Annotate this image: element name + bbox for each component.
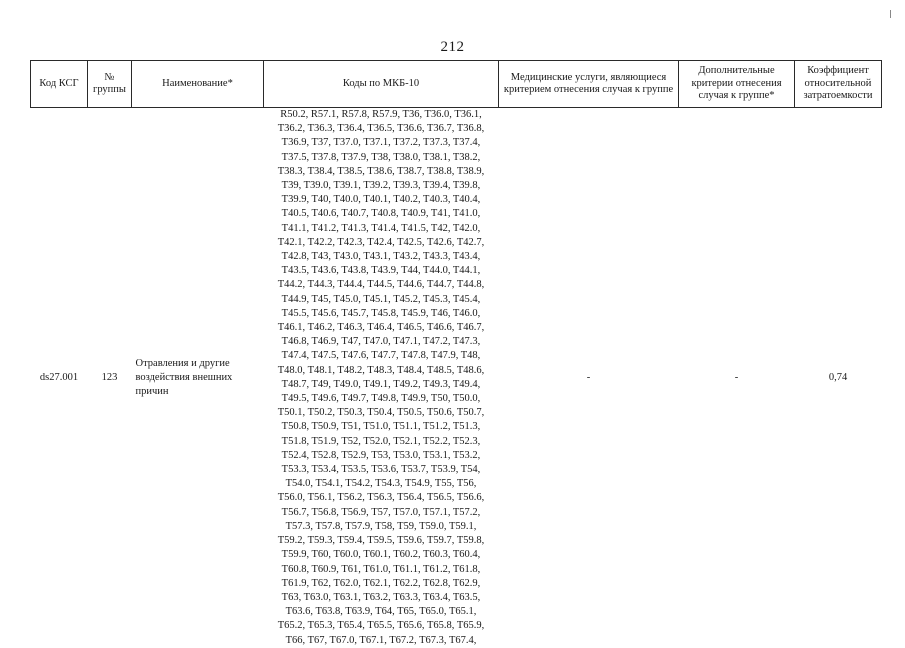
icd-code-line: T38.3, T38.4, T38.5, T38.6, T38.7, T38.8, T38.9, xyxy=(277,165,485,177)
icd-code-line: T42.8, T43, T43.0, T43.1, T43.2, T43.3, T43.4, xyxy=(281,251,481,263)
header-group-number: № группы xyxy=(88,61,132,108)
icd-code-line: T48.7, T49, T49.0, T49.1, T49.2, T49.3, T49.4, xyxy=(281,378,481,390)
icd-code-line: T65.2, T65.3, T65.4, T65.5, T65.6, T65.8, T65.9, xyxy=(277,620,485,632)
icd-code-line: T41.1, T41.2, T41.3, T41.4, T41.5, T42, T42.0, xyxy=(281,222,481,234)
icd-code-line: T49.5, T49.6, T49.7, T49.8, T49.9, T50, T50.0, xyxy=(281,393,481,405)
icd-code-line: T44.9, T45, T45.0, T45.1, T45.2, T45.3, T45.4, xyxy=(281,293,481,305)
header-additional-criteria: Дополнительные критерии отнесения случая к группе* xyxy=(679,61,795,108)
icd-code-line: T59.2, T59.3, T59.4, T59.5, T59.6, T59.7, T59.8, xyxy=(277,535,485,547)
icd-code-line: T63.6, T63.8, T63.9, T64, T65, T65.0, T65.1, xyxy=(285,606,477,618)
icd-code-line: T39.9, T40, T40.0, T40.1, T40.2, T40.3, T40.4, xyxy=(281,194,481,206)
cell-medical-services: - xyxy=(586,371,591,383)
cell-name: Отравления и другие воздействия внешних причин xyxy=(135,357,233,397)
cell-icd-codes xyxy=(264,108,499,648)
icd-code-line: T66, T67, T67.0, T67.1, T67.2, T67.3, T67.4, xyxy=(285,634,477,646)
icd-code-line: T54.0, T54.1, T54.2, T54.3, T54.9, T55, T56, xyxy=(285,478,477,490)
header-icd-codes: Коды по МКБ-10 xyxy=(264,61,499,108)
icd-code-line: T61.9, T62, T62.0, T62.1, T62.2, T62.8, T62.9, xyxy=(281,577,481,589)
icd-code-line: T59.9, T60, T60.0, T60.1, T60.2, T60.3, T60.4, xyxy=(281,549,481,561)
header-ksg-code: Код КСГ xyxy=(31,61,88,108)
page-number: 212 xyxy=(440,39,465,55)
cell-group-number: 123 xyxy=(101,371,118,383)
cell-cost-coefficient: 0,74 xyxy=(828,371,848,383)
icd-code-line: T50.1, T50.2, T50.3, T50.4, T50.5, T50.6, T50.7, xyxy=(277,407,485,419)
icd-code-line: T48.0, T48.1, T48.2, T48.3, T48.4, T48.5, T48.6, xyxy=(277,364,485,376)
icd-code-line: T46.8, T46.9, T47, T47.0, T47.1, T47.2, T47.3, xyxy=(281,336,481,348)
icd-code-line: T50.8, T50.9, T51, T51.0, T51.1, T51.2, T51.3, xyxy=(281,421,481,433)
icd-code-line: T52.4, T52.8, T52.9, T53, T53.0, T53.1, T53.2, xyxy=(281,449,481,461)
ksg-table xyxy=(30,60,882,648)
icd-code-line: T37.5, T37.8, T37.9, T38, T38.0, T38.1, T38.2, xyxy=(281,151,481,163)
table-row xyxy=(31,108,882,648)
header-cost-coefficient: Коэффициент относительной затратоемкости xyxy=(795,61,882,108)
cell-ksg-code: ds27.001 xyxy=(39,371,79,383)
icd-code-line: T44.2, T44.3, T44.4, T44.5, T44.6, T44.7, T44.8, xyxy=(277,279,485,291)
icd-code-line: T40.5, T40.6, T40.7, T40.8, T40.9, T41, T41.0, xyxy=(281,208,481,220)
icd-code-line: T63, T63.0, T63.1, T63.2, T63.3, T63.4, T63.5, xyxy=(281,591,481,603)
icd-code-line: T47.4, T47.5, T47.6, T47.7, T47.8, T47.9, T48, xyxy=(281,350,481,362)
header-medical-services: Медицинские услуги, являющиеся критерием отнесения случая к группе xyxy=(499,61,679,108)
table-header-row xyxy=(31,61,882,108)
icd-code-line: T36.9, T37, T37.0, T37.1, T37.2, T37.3, T37.4, xyxy=(281,137,481,149)
icd-code-line: T51.8, T51.9, T52, T52.0, T52.1, T52.2, T52.3, xyxy=(281,435,481,447)
page-edge-mark xyxy=(890,10,891,18)
icd-code-line: T56.0, T56.1, T56.2, T56.3, T56.4, T56.5, T56.6, xyxy=(277,492,485,504)
icd-code-line: T57.3, T57.8, T57.9, T58, T59, T59.0, T59.1, xyxy=(285,520,477,532)
icd-code-line: R50.2, R57.1, R57.8, R57.9, T36, T36.0, T36.1, xyxy=(280,109,482,120)
icd-code-line: T46.1, T46.2, T46.3, T46.4, T46.5, T46.6, T46.7, xyxy=(277,322,485,334)
cell-additional-criteria: - xyxy=(734,371,739,383)
icd-code-line: T60.8, T60.9, T61, T61.0, T61.1, T61.2, T61.8, xyxy=(281,563,481,575)
icd-code-line: T36.2, T36.3, T36.4, T36.5, T36.6, T36.7, T36.8, xyxy=(277,123,485,135)
icd-code-line: T53.3, T53.4, T53.5, T53.6, T53.7, T53.9, T54, xyxy=(281,464,481,476)
icd-code-line: T45.5, T45.6, T45.7, T45.8, T45.9, T46, T46.0, xyxy=(281,307,481,319)
icd-code-line: T43.5, T43.6, T43.8, T43.9, T44, T44.0, T44.1, xyxy=(281,265,481,277)
icd-code-line: T42.1, T42.2, T42.3, T42.4, T42.5, T42.6, T42.7, xyxy=(277,236,485,248)
header-name: Наименование* xyxy=(132,61,264,108)
icd-code-line: T39, T39.0, T39.1, T39.2, T39.3, T39.4, T39.8, xyxy=(281,180,481,192)
icd-code-line: T56.7, T56.8, T56.9, T57, T57.0, T57.1, T57.2, xyxy=(281,506,481,518)
